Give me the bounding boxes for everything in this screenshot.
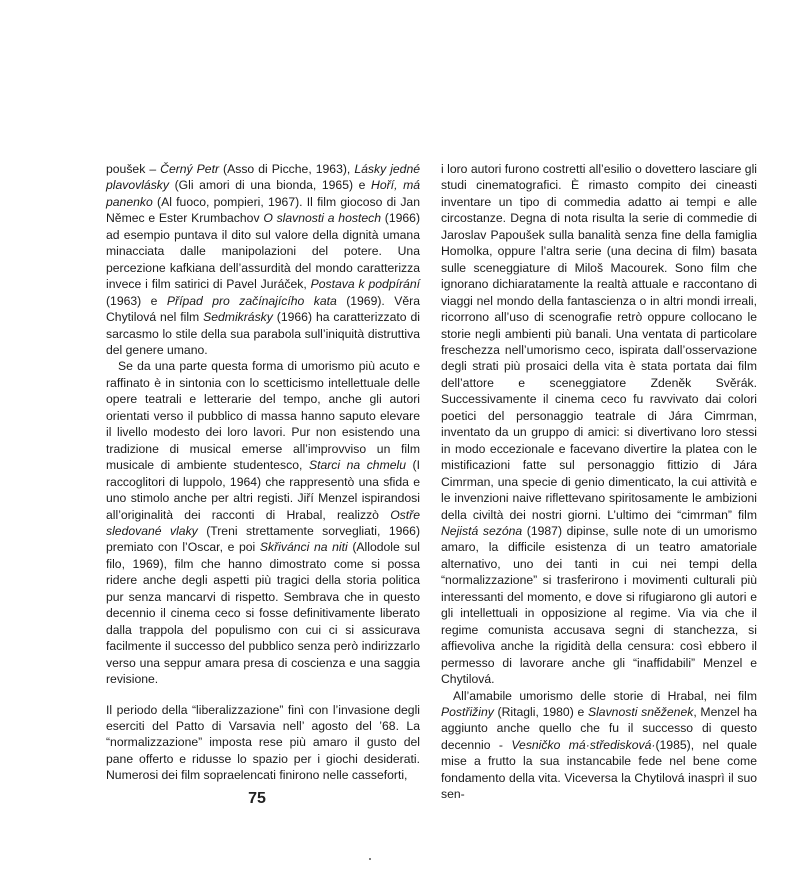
paragraph: poušek – Černý Petr (Asso di Picche, 1963), Lásky jedné plavovlásky (Gli amori di una bionda, 1965) e Hoří, má panenko (Al fuoco, pompieri, 1967). Il film giocoso di Jan Němec e Ester Krumbachov O slavnosti a hostech (1966) ad esempio puntava il dito sul valore della dignità umana minacciata dalle manipolazioni del potere. Una percezione kafkiana dell’assurdità del mondo caratterizza invece i film satirici di Pavel Juráček, Postava k podpírání (1963) e Případ pro začínajícího kata (1969). Věra Chytilová nel film Sedmikrásky (1966) ha caratterizzato di sarcasmo lo stile della sua parabola sull’iniquità distruttiva del genere umano. [106,162,421,357]
paragraph: Se da una parte questa forma di umorismo più acuto e raffinato è in sintonia con lo scetticismo intellettuale delle opere teatrali e letterarie del tempo, anche gli autori orientati verso il pubblico di massa hanno saputo elevare il livello modesto dei loro lavori. Pur non esistendo una tradizione di musical emerse all’improvviso un film musicale di ambiente studentesco, Starci na chmelu (I raccoglitori di luppolo, 1964) che rappresentò una sfida e uno stimolo anche per altri registi. Jiří Menzel ispirandosi all’originalità dei racconti di Hrabal, realizzò Ostře sledované vlaky (Treni strettamente sorvegliati, 1966) premiato con l’Oscar, e poi Skřivánci na niti (Allodole sul filo, 1969), film che hanno dimostrato come si possa ridere anche degli aspetti più tragici della storia politica pur senza mancarvi di rispetto. Sembrava che in questo decennio il cinema ceco si fosse definitivamente liberato dalla trappola del populismo con cui ci si assicurava facilmente il successo del pubblico senza però indirizzarlo verso una seppur amara presa di coscienza e una saggia revisione. [106,359,420,687]
print-speck [369,858,371,860]
page-number: 75 [248,790,266,807]
paragraph: All’amabile umorismo delle storie di Hrabal, nei film Postřižiny (Ritagli, 1980) e Slavnosti sněženek, Menzel ha aggiunto anche quello che fu il successo di questo decennio - Vesničko má·středisková·(1985), nel quale mise a frutto la sua instancabile fede nel bene come fondamento della vita. Viceversa la Chytilová inasprì il suo sen- [441,688,757,802]
right-column [441,161,757,803]
paragraph: Il periodo della “liberalizzazione” finì con l’invasione degli eserciti del Patto di Varsavia nell’ agosto del ’68. La “normalizzazione” imposta rese più amaro il gusto del pane offerto e ridusse lo spazio per i giochi desiderati. Numerosi dei film sopraelencati finirono nelle casseforti, [106,702,420,783]
paragraph: i loro autori furono costretti all’esilio o dovettero lasciare gli studi cinematografici. È rimasto compito dei cineasti inventare un tipo di commedia adatto ai tempi e alle circostanze. Degna di nota risulta la serie di commedie di Jaroslav Papoušek sulla banalità senza fine della famiglia Homolka, oppure l’altra serie (una decina di film) basata sulle sceneggiature di Miloš Macourek. Sono film che ignorano dichiaratamente la realtà attuale e raccontano di viaggi nel mondo della fantascienza o in altri mondi irreali, ricorrono all’uso di scenografie retrò oppure collocano le storie negli ambienti più banali. Una ventata di particolare freschezza nell’umorismo ceco, ispirata dall’osservazione degli strati più prosaici della vita è stata portata dai film dell’attore e sceneggiatore Zdeněk Svěrák. Successivamente il cinema ceco fu ravvivato dai colori poetici del personaggio teatrale di Jára Cimrman, inventato da un gruppo di amici: si divertivano loro stessi in modo eccezionale e facevano divertire la platea con le mistificazioni fatte sul personaggio fittizio di Jára Cimrman, una specie di genio dimenticato, la cui attività e le invenzioni naive riflettevano spiritosamente le ambizioni della civiltà dei nostri giorni. L’ultimo dei “cimrman” film Nejistá sezóna (1987) dipinse, sulle note di un umorismo amaro, la difficile esistenza di un teatro amatoriale alternativo, uno dei tanti in cui nei tempi della “normalizzazione” si trasferirono i movimenti culturali più interessanti del momento, e dove si rifugiarono gli autori e gli intellettuali in opposizione al regime. Via via che il regime comunista accusava segni di stanchezza, si affievoliva anche la rigidità della censura: così ebbero il permesso di lavorare anche gli “inaffidabili” Menzel e Chytilová. [441,162,757,687]
left-column [106,161,420,784]
